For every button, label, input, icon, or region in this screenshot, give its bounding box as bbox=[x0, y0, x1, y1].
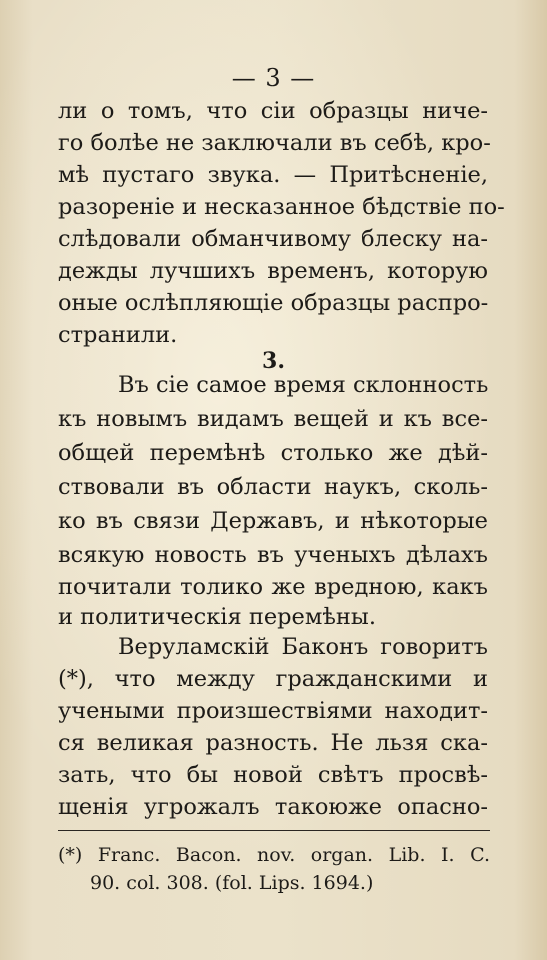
text-line: Въ сіе самое время склонность bbox=[118, 372, 489, 398]
text-line: (*), что между гражданскими и bbox=[58, 666, 488, 692]
text-line: Веруламскій Баконъ говоритъ bbox=[118, 634, 488, 660]
text-line: ствовали въ области наукъ, сколь- bbox=[58, 474, 488, 500]
text-line: оные ослѣпляющіе образцы распро- bbox=[58, 290, 489, 316]
text-line: и политическія перемѣны. bbox=[58, 604, 376, 630]
text-line: учеными произшествіями находит- bbox=[58, 698, 488, 724]
text-line: мѣ пустаго звука. — Притѣсненіе, bbox=[58, 162, 488, 188]
text-line: щенія угрожалъ такоюже опасно- bbox=[58, 794, 488, 820]
text-line: общей перемѣнѣ столько же дѣй- bbox=[58, 440, 488, 466]
text-line: зать, что бы новой свѣтъ просвѣ- bbox=[58, 762, 488, 788]
text-line: слѣдовали обманчивому блеску на- bbox=[58, 226, 488, 252]
text-line: го болѣе не заключали въ себѣ, кро- bbox=[58, 130, 491, 156]
text-line: дежды лучшихъ временъ, которую bbox=[58, 258, 488, 284]
section-number: 3. bbox=[262, 348, 285, 374]
text-line: ли о томъ, что сіи образцы ниче- bbox=[58, 98, 488, 124]
text-line: всякую новость въ ученыхъ дѣлахъ bbox=[58, 542, 488, 568]
text-line: почитали толико же вредною, какъ bbox=[58, 574, 488, 600]
footnote-line: 90. col. 308. (fol. Lips. 1694.) bbox=[90, 872, 374, 894]
text-line: ко въ связи Державъ, и нѣкоторые bbox=[58, 508, 488, 534]
footnote-rule bbox=[58, 830, 490, 831]
page-number-header: — 3 — bbox=[231, 64, 316, 92]
text-line: ся великая разность. Не льзя ска- bbox=[58, 730, 488, 756]
text-line: разореніе и несказанное бѣдствіе по- bbox=[58, 194, 505, 220]
footnote-line: (*) Franc. Bacon. nov. organ. Lib. I. C. bbox=[58, 844, 490, 866]
text-line: къ новымъ видамъ вещей и къ все- bbox=[58, 406, 488, 432]
text-line: странили. bbox=[58, 322, 178, 348]
